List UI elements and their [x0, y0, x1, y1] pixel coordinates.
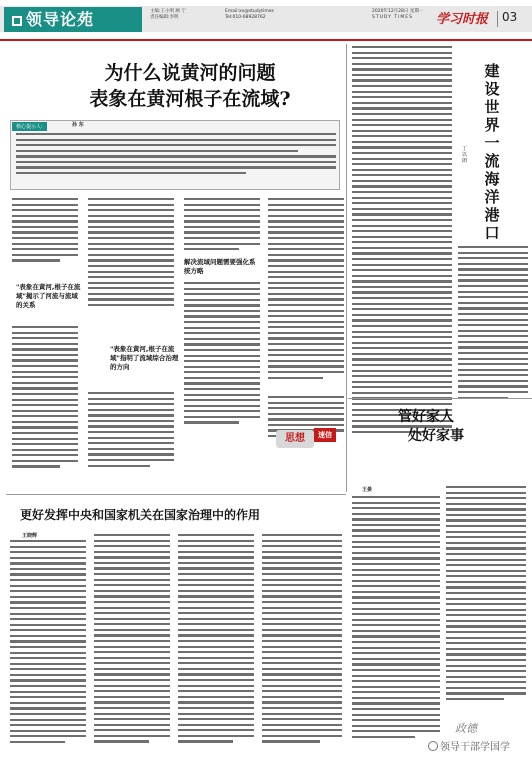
- article3-byline: 王晓辉: [22, 533, 38, 539]
- badge-text-1: 思想: [276, 430, 314, 448]
- article4-title-line2: 处好家事: [408, 428, 464, 444]
- pull-quote-2: "表象在黄河,根子在流域"指明了流域综合治理的方向: [110, 345, 179, 371]
- article3-top-rule: [6, 494, 346, 495]
- article3-col4: [262, 534, 342, 746]
- meta-tel: Tel:010-68928762: [225, 15, 266, 20]
- wechat-icon: [428, 741, 438, 751]
- article2-col2: [458, 246, 528, 402]
- column-divider-right: [346, 44, 347, 492]
- article2-byline: 丁以朗: [462, 146, 468, 164]
- article3-col1: [10, 540, 86, 746]
- header-date: 2020年12月28日 星期一: [372, 9, 424, 14]
- article1-subhead-3: 解决流域问题需要强化系统方略: [184, 258, 256, 275]
- section-title: [4, 7, 142, 32]
- article1-byline: 孙 东: [72, 122, 84, 128]
- article1-col1: [12, 198, 78, 265]
- article4-col2: [446, 486, 526, 704]
- article1-col2b: [88, 392, 174, 470]
- article1-col4: [268, 198, 344, 382]
- header-rule: [0, 39, 532, 41]
- badge-text-2: 速信: [314, 428, 336, 442]
- watermark-text: 领导干部学国学: [440, 742, 510, 753]
- header-date-block: [372, 9, 423, 21]
- article4-col1: [352, 496, 440, 741]
- article1-col1b: [12, 326, 78, 471]
- article4-title-line1: 管好家人: [398, 409, 454, 425]
- article3-col2: [94, 534, 170, 746]
- page-number: 03: [502, 10, 518, 24]
- thought-badge: [276, 428, 336, 450]
- meta-editor: 主编:王小明 顾 宁: [150, 9, 186, 14]
- watermark: [428, 740, 528, 756]
- article1-title: [60, 60, 320, 112]
- article4-title: [398, 408, 498, 446]
- header-meta-left: [150, 9, 186, 21]
- article1-col3: [184, 198, 260, 254]
- article1-title-line1: 为什么说黄河的问题: [104, 62, 276, 84]
- header-brand-en: STUDY TIMES: [372, 15, 413, 20]
- pull-quote-1: "表象在黄河,根子在流域"揭示了河流与流域的关系: [16, 283, 81, 309]
- article1-title-line2: 表象在黄河根子在流域?: [89, 88, 291, 110]
- header-meta-right: [225, 9, 274, 21]
- header-separator: [497, 11, 498, 27]
- page-header: [0, 0, 532, 40]
- article1-col2: [88, 198, 174, 310]
- article3-title: 更好发挥中央和国家机关在国家治理中的作用: [20, 508, 261, 522]
- meta-editor-2: 责任编辑:李明: [150, 15, 179, 20]
- watermark-seal: 政德: [455, 722, 477, 735]
- section-square-icon: [12, 16, 22, 26]
- article1-byline-label: 核心提示人:: [12, 122, 47, 131]
- article1-summary-text: [16, 133, 336, 178]
- article2-title: 建设世界一流海洋港口: [484, 62, 500, 242]
- section-title-text: 领导论苑: [26, 10, 95, 29]
- article1-col3b: [184, 282, 260, 427]
- header-brand: 学习时报: [436, 12, 489, 27]
- article4-byline: 王晏: [362, 487, 373, 493]
- meta-email: Email:xx@studytimes: [225, 9, 274, 14]
- article4-top-rule: [348, 398, 532, 399]
- article3-col3: [178, 534, 254, 746]
